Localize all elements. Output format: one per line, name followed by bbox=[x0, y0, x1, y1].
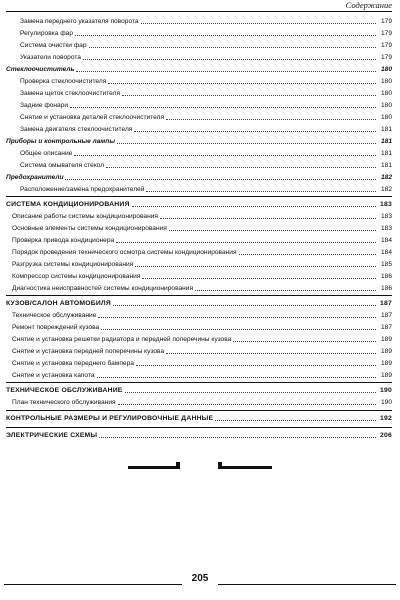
toc-entry[interactable] bbox=[6, 258, 392, 269]
dot-leader bbox=[75, 35, 376, 36]
decorative-bar bbox=[128, 466, 180, 469]
toc-entry-page: 183 bbox=[380, 213, 392, 220]
toc-entry-page: 179 bbox=[380, 42, 392, 49]
toc-section[interactable] bbox=[6, 429, 392, 440]
toc-section[interactable] bbox=[6, 384, 392, 395]
toc-entry[interactable] bbox=[6, 15, 392, 26]
toc-entry-page: 181 bbox=[380, 126, 392, 133]
dot-leader bbox=[99, 437, 376, 438]
toc-section-label: ТЕХНИЧЕСКОЕ ОБСЛУЖИВАНИЕ bbox=[6, 387, 123, 394]
toc-section-label: КУЗОВ/САЛОН АВТОМОБИЛЯ bbox=[6, 300, 111, 307]
dot-leader bbox=[89, 47, 376, 48]
dot-leader bbox=[122, 95, 376, 96]
toc-entry-page: 181 bbox=[380, 162, 392, 169]
toc-entry[interactable] bbox=[6, 321, 392, 332]
page-number: 205 bbox=[182, 573, 218, 585]
dot-leader bbox=[169, 230, 376, 231]
toc-section[interactable] bbox=[6, 297, 392, 308]
toc-entry-page: 184 bbox=[380, 249, 392, 256]
dot-leader bbox=[142, 278, 376, 279]
toc-entry-label: Разгрузка системы кондиционирования bbox=[12, 261, 134, 268]
toc-section[interactable] bbox=[6, 198, 392, 209]
toc-entry-label: Снятие и установка передней поперечины кузова bbox=[12, 348, 165, 355]
header-title: Содержание bbox=[345, 0, 392, 10]
toc-entry-page: 187 bbox=[380, 312, 392, 319]
toc-section-label: КОНТРОЛЬНЫЕ РАЗМЕРЫ И РЕГУЛИРОВОЧНЫЕ ДАННЫЕ bbox=[6, 415, 214, 422]
dot-leader bbox=[233, 341, 376, 342]
dot-leader bbox=[65, 179, 376, 180]
toc-subsection-page: 182 bbox=[380, 174, 392, 181]
toc-entry[interactable] bbox=[6, 27, 392, 38]
toc-entry-page: 189 bbox=[380, 348, 392, 355]
dot-leader bbox=[146, 191, 376, 192]
toc-entry-label: Снятие и установка решетки радиатора и передней поперечины кузова bbox=[12, 336, 232, 343]
toc-entry[interactable] bbox=[6, 210, 392, 221]
dot-leader bbox=[125, 392, 376, 393]
toc-entry-page: 180 bbox=[380, 90, 392, 97]
toc-entry-label: Снятие и установка капота bbox=[12, 372, 95, 379]
page-header bbox=[6, 0, 392, 12]
dot-leader bbox=[195, 290, 376, 291]
dot-leader bbox=[101, 329, 376, 330]
toc-entry[interactable] bbox=[6, 309, 392, 320]
toc-subsection-page: 181 bbox=[380, 138, 392, 145]
toc-subsection[interactable] bbox=[6, 171, 392, 182]
toc-subsection-label: Предохранители bbox=[6, 174, 64, 181]
toc-subsection-label: Стеклоочиститель bbox=[6, 66, 75, 73]
dot-leader bbox=[141, 23, 376, 24]
toc-entry-label: Снятие и установка деталей стеклоочистителя bbox=[20, 114, 165, 121]
toc-entry-page: 189 bbox=[380, 360, 392, 367]
toc-entry-label: Ремонт повреждений кузова bbox=[12, 324, 100, 331]
toc-entry-label: Замена переднего указателя поворота bbox=[20, 18, 139, 25]
toc-entry[interactable] bbox=[6, 369, 392, 380]
toc-entry[interactable] bbox=[6, 282, 392, 293]
toc-entry-label: Основные элементы системы кондиционирования bbox=[12, 225, 167, 232]
toc-entry-page: 186 bbox=[380, 273, 392, 280]
toc-entry[interactable] bbox=[6, 147, 392, 158]
toc-entry-label: Указатели поворота bbox=[20, 54, 81, 61]
dot-leader bbox=[98, 317, 376, 318]
toc-entry-label: Техническое обслуживание bbox=[12, 312, 97, 319]
dot-leader bbox=[166, 119, 376, 120]
toc-entry-label: План технического обслуживания bbox=[12, 399, 116, 406]
toc-subsection[interactable] bbox=[6, 63, 392, 74]
toc-section[interactable] bbox=[6, 412, 392, 423]
dot-leader bbox=[118, 404, 376, 405]
toc-entry[interactable] bbox=[6, 111, 392, 122]
dot-leader bbox=[136, 365, 376, 366]
toc-entry[interactable] bbox=[6, 234, 392, 245]
dot-leader bbox=[239, 254, 376, 255]
section-divider bbox=[6, 410, 392, 411]
dot-leader bbox=[106, 167, 376, 168]
toc-entry-label: Проверка стеклоочистителя bbox=[20, 78, 107, 85]
toc-entry-page: 190 bbox=[380, 399, 392, 406]
toc-entry-label: Расположение/замена предохранителей bbox=[20, 186, 145, 193]
toc-entry[interactable] bbox=[6, 345, 392, 356]
toc-entry-page: 189 bbox=[380, 336, 392, 343]
toc-entry-page: 180 bbox=[380, 102, 392, 109]
toc-entry-page: 181 bbox=[380, 150, 392, 157]
dot-leader bbox=[134, 131, 376, 132]
toc-entry-label: Общее описание bbox=[20, 150, 73, 157]
toc-section-page: 192 bbox=[380, 415, 392, 422]
toc-entry[interactable] bbox=[6, 222, 392, 233]
toc-entry[interactable] bbox=[6, 246, 392, 257]
dot-leader bbox=[116, 242, 376, 243]
toc-entry-page: 179 bbox=[380, 54, 392, 61]
dot-leader bbox=[135, 266, 376, 267]
dot-leader bbox=[160, 218, 376, 219]
toc-entry[interactable] bbox=[6, 396, 392, 407]
toc-section-page: 190 bbox=[380, 387, 392, 394]
section-divider bbox=[6, 382, 392, 383]
section-divider bbox=[6, 295, 392, 296]
toc-entry-label: Регулировка фар bbox=[20, 30, 73, 37]
dot-leader bbox=[117, 143, 376, 144]
toc-entry-label: Замена щеток стеклоочистителя bbox=[20, 90, 121, 97]
toc-subsection[interactable] bbox=[6, 135, 392, 146]
section-divider bbox=[6, 427, 392, 428]
dot-leader bbox=[74, 155, 376, 156]
dot-leader bbox=[83, 59, 376, 60]
toc-entry-label: Система омывателя стекол bbox=[20, 162, 105, 169]
toc-entry-page: 180 bbox=[380, 78, 392, 85]
dot-leader bbox=[76, 71, 376, 72]
toc-entry[interactable] bbox=[6, 357, 392, 368]
toc-entry-page: 180 bbox=[380, 114, 392, 121]
toc-entry[interactable] bbox=[6, 159, 392, 170]
dot-leader bbox=[113, 305, 376, 306]
toc-entry[interactable] bbox=[6, 99, 392, 110]
toc-entry[interactable] bbox=[6, 270, 392, 281]
toc-entry-label: Снятие и установка переднего бампера bbox=[12, 360, 134, 367]
toc-section-label: СИСТЕМА КОНДИЦИОНИРОВАНИЯ bbox=[6, 201, 130, 208]
decorative-bar-end bbox=[176, 462, 180, 469]
toc-entry[interactable] bbox=[6, 75, 392, 86]
toc-entry-page: 186 bbox=[380, 285, 392, 292]
toc-entry-page: 187 bbox=[380, 324, 392, 331]
toc-entry[interactable] bbox=[6, 87, 392, 98]
toc-entry-page: 179 bbox=[380, 18, 392, 25]
toc-entry[interactable] bbox=[6, 333, 392, 344]
toc-section-page: 206 bbox=[380, 432, 392, 439]
dot-leader bbox=[70, 107, 376, 108]
toc-entry[interactable] bbox=[6, 123, 392, 134]
dot-leader bbox=[215, 420, 376, 421]
toc-entry-label: Замена двигателя стеклоочистителя bbox=[20, 126, 133, 133]
toc-section-page: 183 bbox=[380, 201, 392, 208]
toc-entry-page: 182 bbox=[380, 186, 392, 193]
dot-leader bbox=[97, 377, 376, 378]
decorative-bar-end bbox=[218, 462, 222, 469]
dot-leader bbox=[132, 206, 376, 207]
toc-entry-label: Описание работы системы кондиционирования bbox=[12, 213, 158, 220]
toc-entry-page: 185 bbox=[380, 261, 392, 268]
toc-entry-page: 189 bbox=[380, 372, 392, 379]
toc-entry-label: Порядок проведения технического осмотра системы кондиционирования bbox=[12, 249, 237, 256]
toc-entry-label: Проверка привода кондиционера bbox=[12, 237, 115, 244]
toc-entry[interactable] bbox=[6, 183, 392, 194]
toc-entry-label: Диагностика неисправностей системы кондиционирования bbox=[12, 285, 194, 292]
toc-entry-label: Компрессор системы кондиционирования bbox=[12, 273, 141, 280]
toc-subsection-label: Приборы и контрольные лампы bbox=[6, 138, 115, 145]
toc-entry-page: 184 bbox=[380, 237, 392, 244]
toc-entry[interactable] bbox=[6, 51, 392, 62]
toc-entry[interactable] bbox=[6, 39, 392, 50]
decorative-bar bbox=[218, 466, 272, 469]
dot-leader bbox=[108, 83, 376, 84]
toc-entry-label: Задние фонари bbox=[20, 102, 69, 109]
toc-section-label: ЭЛЕКТРИЧЕСКИЕ СХЕМЫ bbox=[6, 432, 98, 439]
section-divider bbox=[6, 196, 392, 197]
toc-entry-label: Система очистки фар bbox=[20, 42, 87, 49]
toc-subsection-page: 180 bbox=[380, 66, 392, 73]
toc-section-page: 187 bbox=[380, 300, 392, 307]
toc-entry-page: 179 bbox=[380, 30, 392, 37]
toc-entry-page: 183 bbox=[380, 225, 392, 232]
dot-leader bbox=[166, 353, 376, 354]
